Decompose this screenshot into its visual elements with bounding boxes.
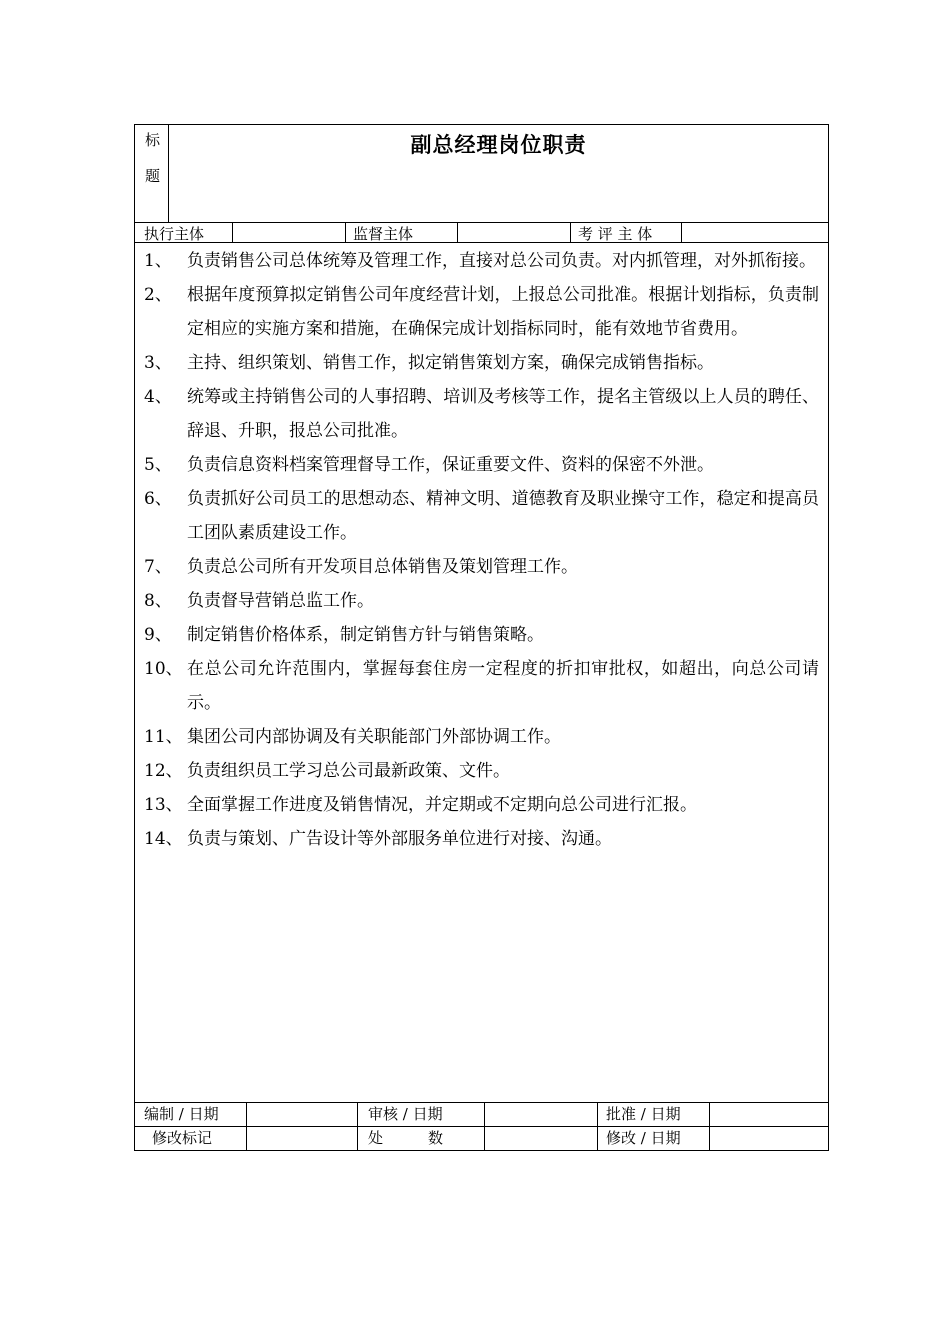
duty-number: 9、 <box>144 625 172 645</box>
duty-text: 负责督导营销总监工作。 <box>187 591 374 611</box>
list-item <box>135 788 828 822</box>
divider <box>246 1103 247 1126</box>
revision-row <box>135 1126 828 1151</box>
executor-label: 执行主体 <box>144 225 205 243</box>
duty-text: 制定销售价格体系，制定销售方针与销售策略。 <box>187 625 544 645</box>
divider <box>709 1127 710 1151</box>
duty-number: 11、 <box>144 727 183 747</box>
duty-text: 负责组织员工学习总公司最新政策、文件。 <box>187 761 510 781</box>
duty-number: 7、 <box>144 557 172 577</box>
duty-number: 12、 <box>144 761 183 781</box>
duty-number: 10、 <box>144 659 183 679</box>
revision-count-label: 处 数 <box>368 1129 444 1147</box>
list-item <box>135 652 828 720</box>
duty-text: 负责信息资料档案管理督导工作，保证重要文件、资料的保密不外泄。 <box>187 455 714 475</box>
evaluator-label: 考 评 主 体 <box>578 225 653 243</box>
approve-date-label: 批准 / 日期 <box>606 1105 681 1123</box>
duty-text: 在总公司允许范围内，掌握每套住房一定程度的折扣审批权，如超出，向总公司请示。 <box>187 659 819 713</box>
title-label-char-2: 题 <box>145 167 161 185</box>
duties-list <box>135 244 828 856</box>
list-item <box>135 618 828 652</box>
list-item <box>135 346 828 380</box>
divider <box>484 1103 485 1126</box>
list-item <box>135 822 828 856</box>
duty-text: 负责抓好公司员工的思想动态、精神文明、道德教育及职业操守工作，稳定和提高员工团队素质建设工作。 <box>187 489 819 543</box>
subjects-row <box>135 223 828 243</box>
duty-number: 4、 <box>144 387 172 407</box>
divider <box>457 223 458 242</box>
duty-number: 13、 <box>144 795 183 815</box>
divider <box>232 223 233 242</box>
list-item <box>135 278 828 346</box>
duty-number: 6、 <box>144 489 172 509</box>
duty-text: 负责销售公司总体统筹及管理工作，直接对总公司负责。对内抓管理，对外抓衔接。 <box>187 251 816 271</box>
duty-number: 1、 <box>144 251 172 271</box>
divider <box>484 1127 485 1151</box>
duty-text: 主持、组织策划、销售工作，拟定销售策划方案，确保完成销售指标。 <box>187 353 714 373</box>
list-item <box>135 584 828 618</box>
list-item <box>135 482 828 550</box>
list-item <box>135 754 828 788</box>
divider <box>357 1127 358 1151</box>
divider <box>345 223 346 242</box>
divider <box>597 1127 598 1151</box>
page-title: 副总经理岗位职责 <box>410 132 587 157</box>
duty-text: 负责与策划、广告设计等外部服务单位进行对接、沟通。 <box>187 829 612 849</box>
title-label-char-1: 标 <box>145 131 161 149</box>
duty-text: 根据年度预算拟定销售公司年度经营计划，上报总公司批准。根据计划指标，负责制定相应的实施方案和措施，在确保完成计划指标同时，能有效地节省费用。 <box>187 285 819 339</box>
list-item <box>135 720 828 754</box>
list-item <box>135 244 828 278</box>
divider <box>246 1127 247 1151</box>
title-label-cell <box>135 125 169 222</box>
divider <box>597 1103 598 1126</box>
divider <box>709 1103 710 1126</box>
compile-date-label: 编制 / 日期 <box>144 1105 219 1123</box>
review-date-label: 审核 / 日期 <box>368 1105 443 1123</box>
divider <box>357 1103 358 1126</box>
job-description-form <box>134 124 829 1151</box>
duty-number: 8、 <box>144 591 172 611</box>
supervisor-label: 监督主体 <box>353 225 414 243</box>
duty-text: 负责总公司所有开发项目总体销售及策划管理工作。 <box>187 557 578 577</box>
duty-text: 统筹或主持销售公司的人事招聘、培训及考核等工作，提名主管级以上人员的聘任、辞退、升职，报总公司批准。 <box>187 387 819 441</box>
revision-mark-label: 修改标记 <box>152 1129 213 1147</box>
divider <box>570 223 571 242</box>
list-item <box>135 380 828 448</box>
title-row <box>135 125 828 223</box>
duty-number: 3、 <box>144 353 172 373</box>
duty-number: 2、 <box>144 285 172 305</box>
divider <box>681 223 682 242</box>
duty-text: 集团公司内部协调及有关职能部门外部协调工作。 <box>187 727 561 747</box>
list-item <box>135 550 828 584</box>
duty-number: 5、 <box>144 455 172 475</box>
revise-date-label: 修改 / 日期 <box>606 1129 681 1147</box>
list-item <box>135 448 828 482</box>
sign-off-row <box>135 1102 828 1126</box>
duty-text: 全面掌握工作进度及销售情况，并定期或不定期向总公司进行汇报。 <box>187 795 697 815</box>
duty-number: 14、 <box>144 829 183 849</box>
